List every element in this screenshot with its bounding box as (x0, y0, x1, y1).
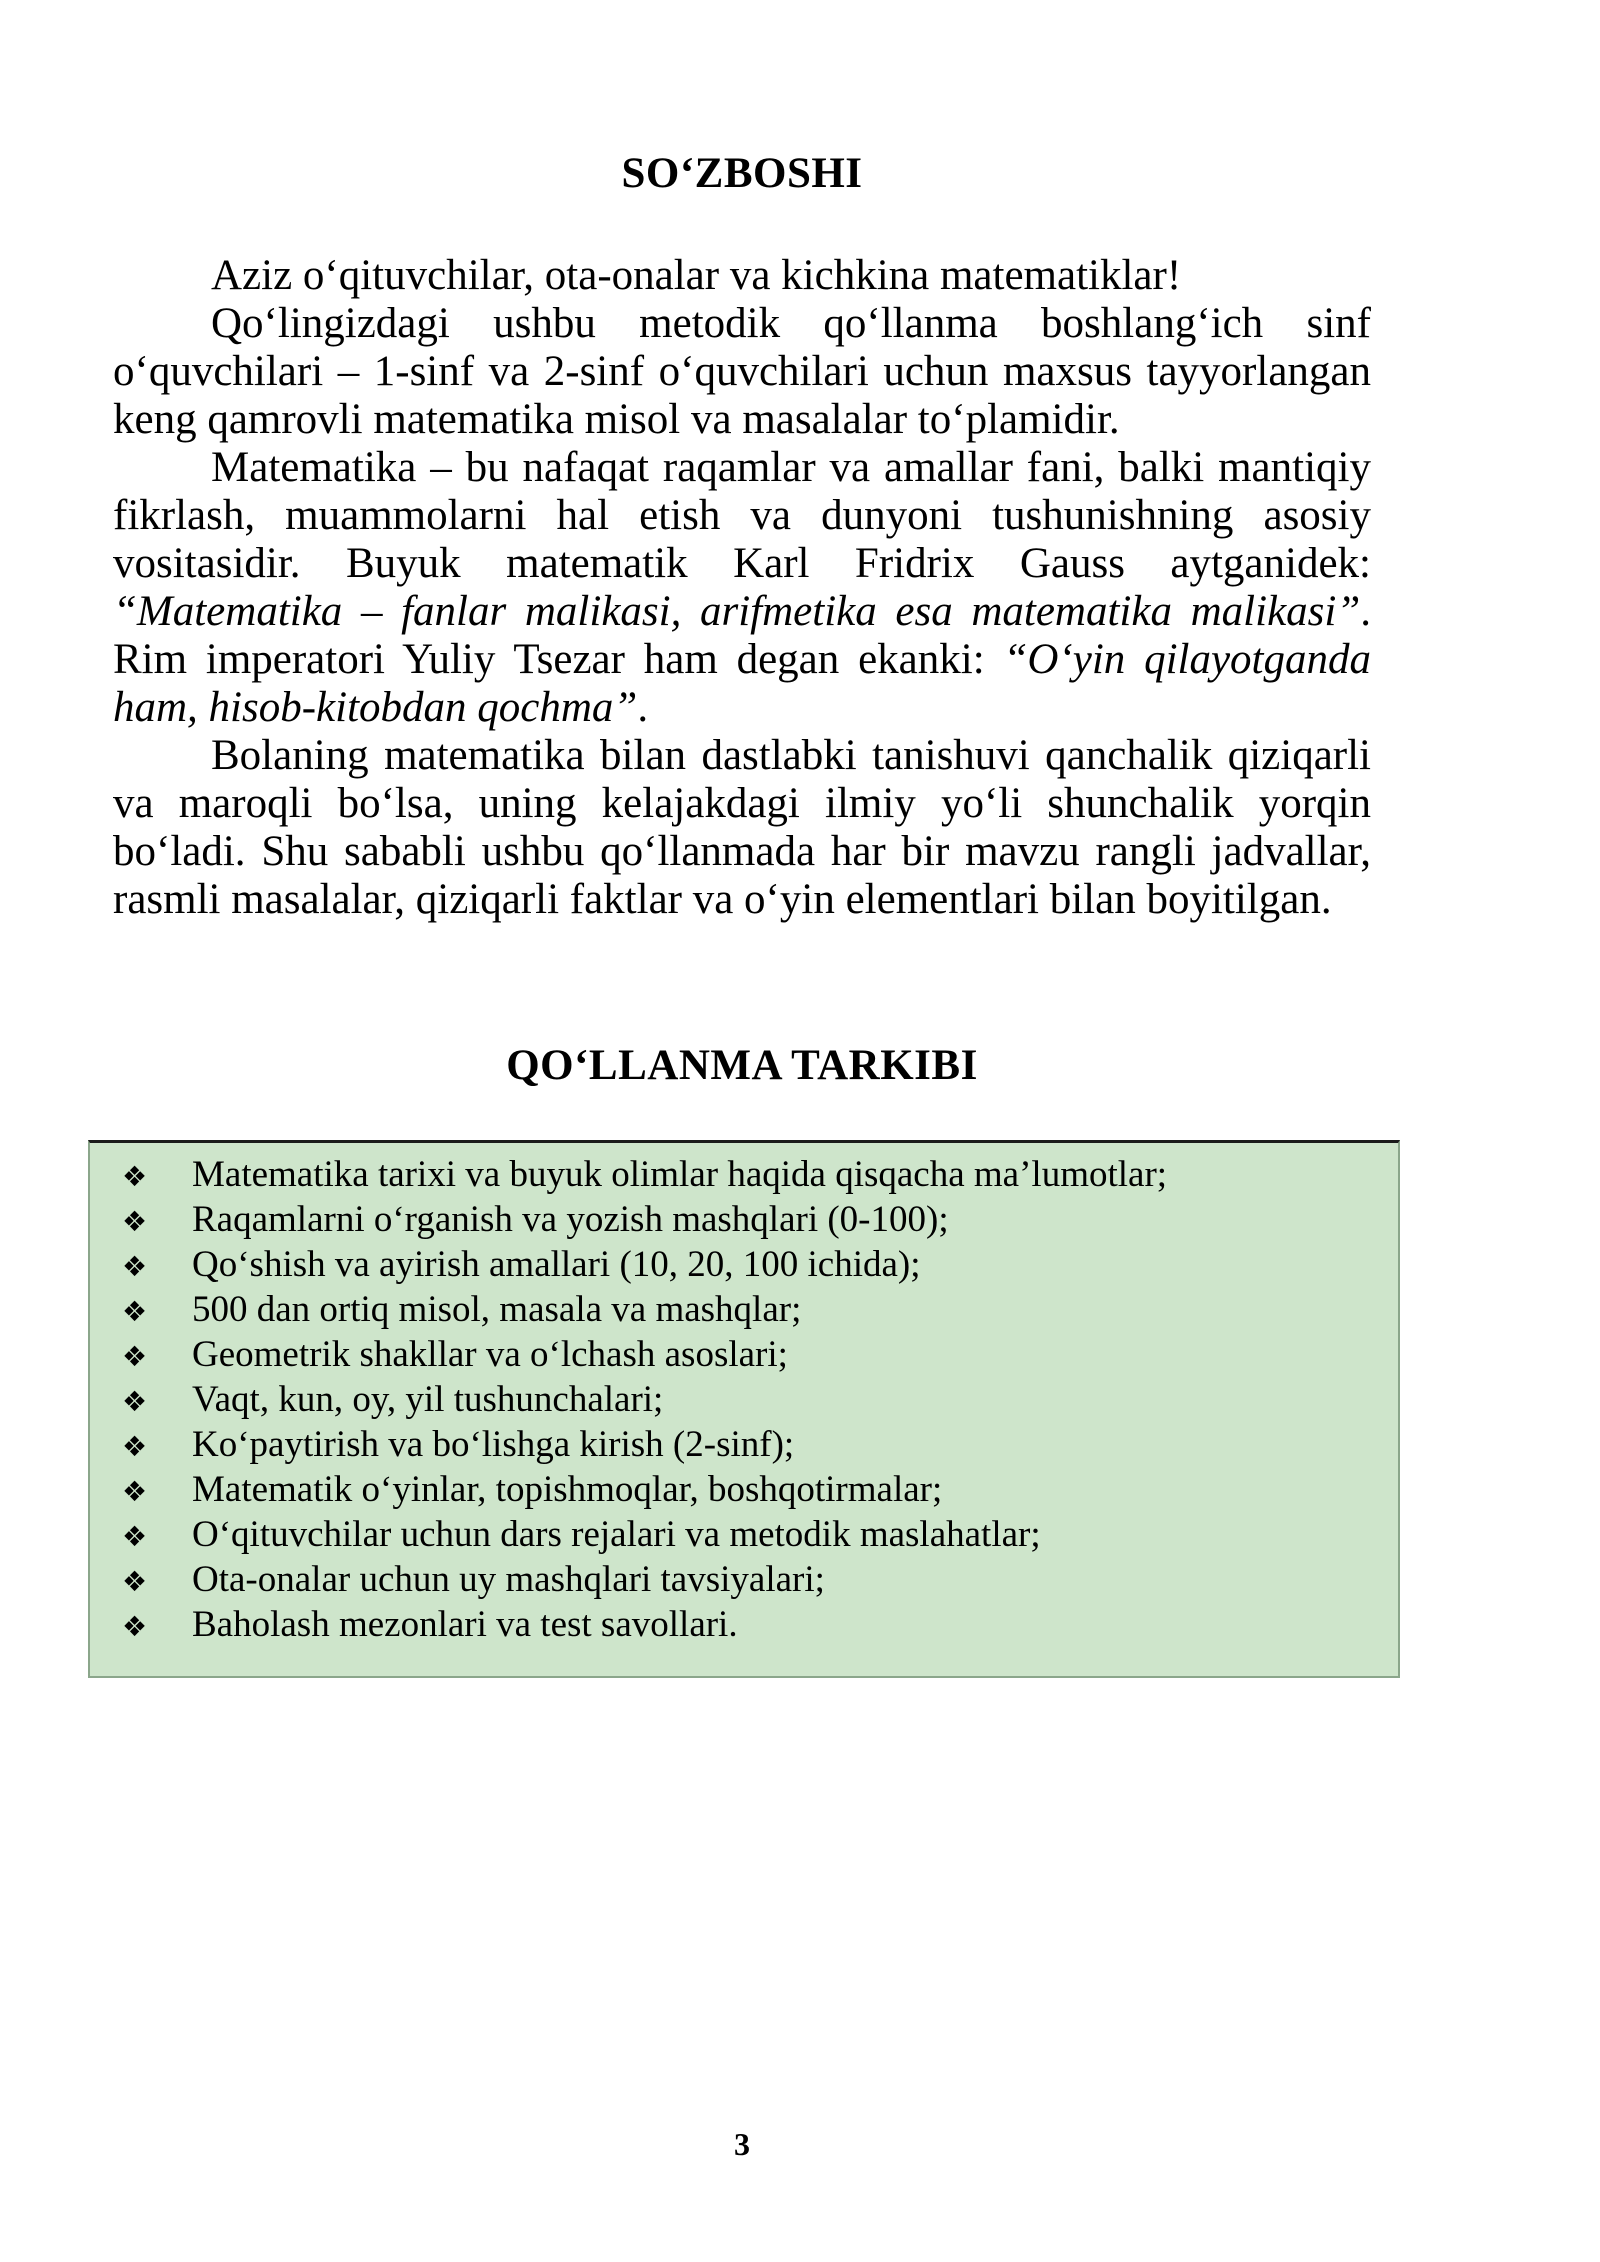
list-item-text: Matematika tarixi va buyuk olimlar haqida qisqacha ma’lumotlar; (192, 1154, 1168, 1195)
paragraph (113, 444, 1371, 732)
list-item (122, 1558, 1382, 1603)
list-item (122, 1378, 1382, 1423)
text-segment: Aziz o‘qituvchilar, ota-onalar va kichkina matematiklar! (211, 252, 1182, 299)
diamond-bullet-icon: ❖ (122, 1205, 148, 1238)
list-item-text: O‘qituvchilar uchun dars rejalari va metodik maslahatlar; (192, 1514, 1041, 1555)
diamond-bullet-icon: ❖ (122, 1385, 148, 1418)
page-title: SO‘ZBOSHI (621, 150, 863, 197)
list-item-text: Vaqt, kun, oy, yil tushunchalari; (192, 1379, 664, 1420)
page-number: 3 (734, 2126, 750, 2162)
list-item-text: 500 dan ortiq misol, masala va mashqlar; (192, 1289, 802, 1330)
list-item-text: Ko‘paytirish va bo‘lishga kirish (2-sinf); (192, 1424, 795, 1465)
paragraph (113, 300, 1371, 444)
list-item-text: Ota-onalar uchun uy mashqlari tavsiyalari; (192, 1559, 825, 1600)
list-item (122, 1513, 1382, 1558)
text-segment: Bolaning matematika bilan dastlabki tanishuvi qanchalik qiziqarli va maroqli bo‘lsa, uning kelajakdagi ilmiy yo‘li shunchalik yorqin bo‘ladi. Shu sababli ushbu qo‘llanmada har bir mavzu rangli jadvallar, rasmli masalalar, qiziqarli faktlar va o‘yin elementlari bilan boyitilgan. (113, 732, 1371, 923)
diamond-bullet-icon: ❖ (122, 1160, 148, 1193)
list-item (122, 1333, 1382, 1378)
text-segment: Qo‘lingizdagi ushbu metodik qo‘llanma boshlang‘ich sinf o‘quvchilari – 1-sinf va 2-sinf o‘quvchilari uchun maxsus tayyorlangan keng qamrovli matematika misol va masalalar to‘plamidir. (113, 300, 1371, 443)
quote-text: “O‘yin qilayotganda ham, hisob-kitobdan qochma” (113, 636, 1372, 731)
diamond-bullet-icon: ❖ (122, 1295, 148, 1328)
list-item (122, 1468, 1382, 1513)
section-heading: QO‘LLANMA TARKIBI (506, 1042, 978, 1089)
text-segment: . Rim imperatori Yuliy Tsezar ham degan ekanki: (113, 588, 1371, 683)
list-item-text: Matematik o‘yinlar, topishmoqlar, boshqotirmalar; (192, 1469, 943, 1510)
diamond-bullet-icon: ❖ (122, 1610, 148, 1643)
body-paragraphs (113, 252, 1371, 924)
list-item (122, 1288, 1382, 1333)
quote-text: “Matematika – fanlar malikasi, arifmetika esa matematika malikasi” (113, 588, 1361, 635)
contents-box (88, 1140, 1400, 1678)
list-item-text: Qo‘shish va ayirish amallari (10, 20, 100 ichida); (192, 1244, 921, 1285)
list-item (122, 1153, 1382, 1198)
diamond-bullet-icon: ❖ (122, 1475, 148, 1508)
diamond-bullet-icon: ❖ (122, 1340, 148, 1373)
list-item-text: Baholash mezonlari va test savollari. (192, 1604, 738, 1645)
list-item-text: Geometrik shakllar va o‘lchash asoslari; (192, 1334, 788, 1375)
paragraph (113, 732, 1371, 924)
paragraph (113, 252, 1371, 300)
list-item-text: Raqamlarni o‘rganish va yozish mashqlari (0-100); (192, 1199, 949, 1240)
list-item (122, 1423, 1382, 1468)
diamond-bullet-icon: ❖ (122, 1250, 148, 1283)
list-item (122, 1198, 1382, 1243)
diamond-bullet-icon: ❖ (122, 1520, 148, 1553)
text-segment: . (637, 684, 649, 731)
list-item (122, 1243, 1382, 1288)
diamond-bullet-icon: ❖ (122, 1430, 148, 1463)
diamond-bullet-icon: ❖ (122, 1565, 148, 1598)
text-segment: Matematika – bu nafaqat raqamlar va amallar fani, balki mantiqiy fikrlash, muammolarni hal etish va dunyoni tushunishning asosiy vositasidir. Buyuk matematik Karl Fridrix Gauss aytganidek: (113, 444, 1371, 587)
list-item (122, 1603, 1382, 1648)
